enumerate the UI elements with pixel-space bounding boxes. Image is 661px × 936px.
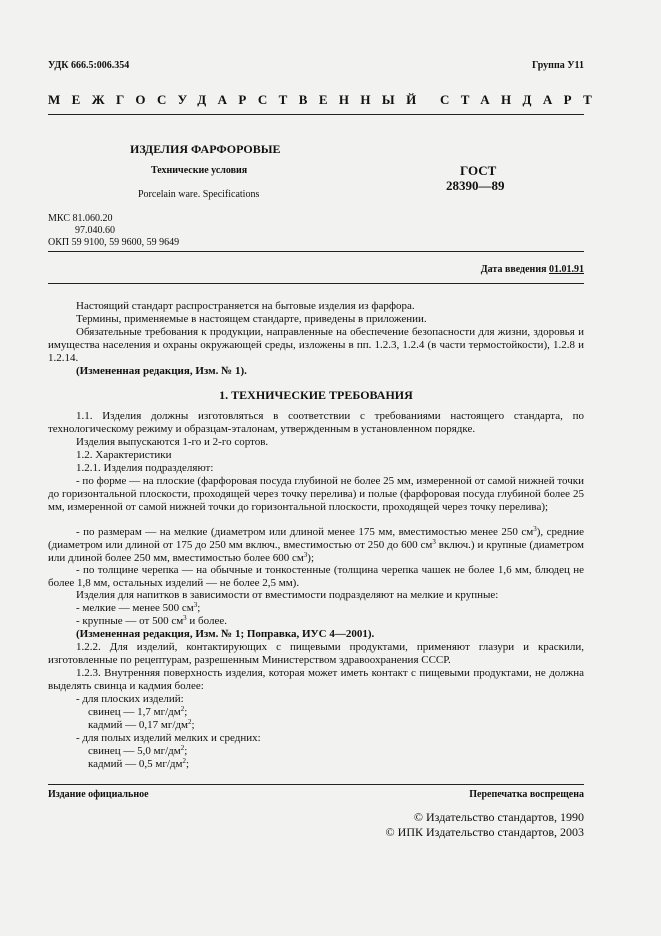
footer-divider xyxy=(48,784,584,785)
cube-superscript: 3 xyxy=(533,525,537,533)
grades-text: Изделия выпускаются 1-го и 2-го сортов. xyxy=(76,436,269,448)
hollow-lead-end: ; xyxy=(184,745,188,757)
drinkware-small-end: ; xyxy=(197,602,201,614)
clause-1-1: 1.1. Изделия должны изготовляться в соответствии с требованиями настоящего стандарта, по технологическому режиму и образцам-эталонам, утвержденным в установленном порядке. xyxy=(48,410,584,435)
hollow-lead-limit xyxy=(88,745,187,758)
drinkware-large-end: и более. xyxy=(186,615,228,627)
english-title: Porcelain ware. Specifications xyxy=(138,189,260,200)
cube-superscript: 3 xyxy=(303,551,308,559)
gost-label: ГОСТ xyxy=(460,163,497,178)
intro-date xyxy=(481,264,584,275)
size-text-b: ), средние (диаметром или длиной от 175 до 250 мм включ., вместимостью от 250 до 600 см xyxy=(48,526,584,551)
gost-number: 28390—89 xyxy=(446,178,505,193)
clause-1-2-1: 1.2.1. Изделия подразделяют: xyxy=(76,462,214,474)
mks-code-1: МКС 81.060.20 xyxy=(48,213,113,224)
flat-items-label: - для плоских изделий: xyxy=(76,693,184,705)
drinkware-small-text: - мелкие — менее 500 см xyxy=(76,602,194,614)
square-superscript: 2 xyxy=(182,757,186,765)
flat-cadmium-end: ; xyxy=(191,719,195,731)
drinkware-large-text: - крупные — от 500 см xyxy=(76,615,184,627)
size-text-a: - по размерам — на мелкие (диаметром или длиной менее 175 мм, вместимостью менее 250 см xyxy=(76,526,534,538)
hollow-items-label: - для полых изделий мелких и средних: xyxy=(76,732,261,744)
hollow-cadmium-end: ; xyxy=(185,758,190,770)
document-subtitle: Технические условия xyxy=(151,165,248,176)
square-superscript: 2 xyxy=(180,744,185,752)
form-classification: - по форме — на плоские (фарфоровая посуда глубиной не более 25 мм, измеренной от самой нижней точки до горизонтальной плоскости, проходящей через точку перелива) и полые (фарфоровая посуда глубиной более 25 мм, измеренной от самой нижней точки до горизонтальной плоскости, проходящей через точку перелива); xyxy=(48,475,584,513)
intro-date-label: Дата введения xyxy=(480,264,547,275)
clause-1-2-2: 1.2.2. Для изделий, контактирующих с пищевыми продуктами, применяют глазури и краскили, изготовленные по рецептурам, разрешенным Министерством здравоохранения СССР. xyxy=(48,641,584,666)
thickness-classification: - по толщине черепка — на обычные и тонкостенные (толщина черепка чашек не более 1,6 мм, блюдец не более 1,8 мм, остальных изделий — не более 2,5 мм). xyxy=(48,564,584,589)
flat-cadmium-limit xyxy=(88,719,195,732)
cube-superscript: 3 xyxy=(183,614,187,622)
intro-date-value: 01.01.91 xyxy=(549,264,584,275)
drinkware-text: Изделия для напитков в зависимости от вместимости подразделяют на мелкие и крупные: xyxy=(76,589,499,601)
copyright-1990: © Издательство стандартов, 1990 xyxy=(413,810,584,824)
date-divider xyxy=(48,283,584,284)
flat-lead-text: свинец — 1,7 мг/дм xyxy=(88,706,181,718)
hollow-lead-text: свинец — 5,0 мг/дм xyxy=(88,745,181,757)
header-divider xyxy=(48,114,584,115)
official-edition: Издание официальное xyxy=(48,789,149,800)
clause-1-2-3: 1.2.3. Внутренняя поверхность изделия, которая может иметь контакт с пищевыми продуктами, не должна выделять свинца и кадмия более: xyxy=(48,667,584,692)
flat-lead-end: ; xyxy=(184,706,188,718)
classification-divider xyxy=(48,251,584,252)
intro-mandatory: Обязательные требования к продукции, направленные на обеспечение безопасности для жизни, здоровья и имущества населения и охраны окружающей среды, изложены в пп. 1.2.3, 1.2.4 (в части термостойкости), 1.2.8 и 1.2.14. xyxy=(48,326,584,364)
size-classification xyxy=(48,526,584,565)
copyright-2003: © ИПК Издательство стандартов, 2003 xyxy=(385,825,584,839)
hollow-cadmium-limit xyxy=(88,758,189,771)
square-superscript: 2 xyxy=(180,705,185,713)
intro-scope: Настоящий стандарт распространяется на бытовые изделия из фарфора. xyxy=(76,300,415,312)
intro-terms: Термины, применяемые в настоящем стандарте, приведены в приложении. xyxy=(76,313,427,325)
mks-code-2: 97.040.60 xyxy=(75,225,115,236)
flat-lead-limit xyxy=(88,706,187,719)
flat-cadmium-text: кадмий — 0,17 мг/дм xyxy=(88,719,188,731)
size-text-d: ); xyxy=(307,552,315,564)
cube-superscript: 3 xyxy=(193,601,198,609)
cube-superscript: 3 xyxy=(432,538,436,546)
interstate-word-2: СТАНДАРТ xyxy=(440,92,604,107)
okp-codes: ОКП 59 9100, 59 9600, 59 9649 xyxy=(48,237,180,248)
amendment-note: (Измененная редакция, Изм. № 1; Поправка, ИУС 4—2001). xyxy=(76,628,375,640)
size-text-c: включ.) и крупные (диаметром или длиной более 250 мм, вместимостью более 600 см xyxy=(48,539,584,564)
section-heading: 1. ТЕХНИЧЕСКИЕ ТРЕБОВАНИЯ xyxy=(219,388,413,402)
square-superscript: 2 xyxy=(187,718,192,726)
intro-amendment: (Измененная редакция, Изм. № 1). xyxy=(76,365,247,377)
reprint-forbidden: Перепечатка воспрещена xyxy=(469,789,584,800)
drinkware-large xyxy=(76,615,227,628)
document-title: ИЗДЕЛИЯ ФАРФОРОВЫЕ xyxy=(130,142,281,156)
drinkware-small xyxy=(76,602,200,615)
interstate-word-1: МЕЖГОСУДАРСТВЕННЫЙ xyxy=(48,92,428,107)
udk-code: УДК 666.5:006.354 xyxy=(48,60,130,71)
clause-1-2: 1.2. Характеристики xyxy=(76,449,172,461)
hollow-cadmium-text: кадмий — 0,5 мг/дм xyxy=(88,758,183,770)
group-code: Группа У11 xyxy=(532,60,584,71)
